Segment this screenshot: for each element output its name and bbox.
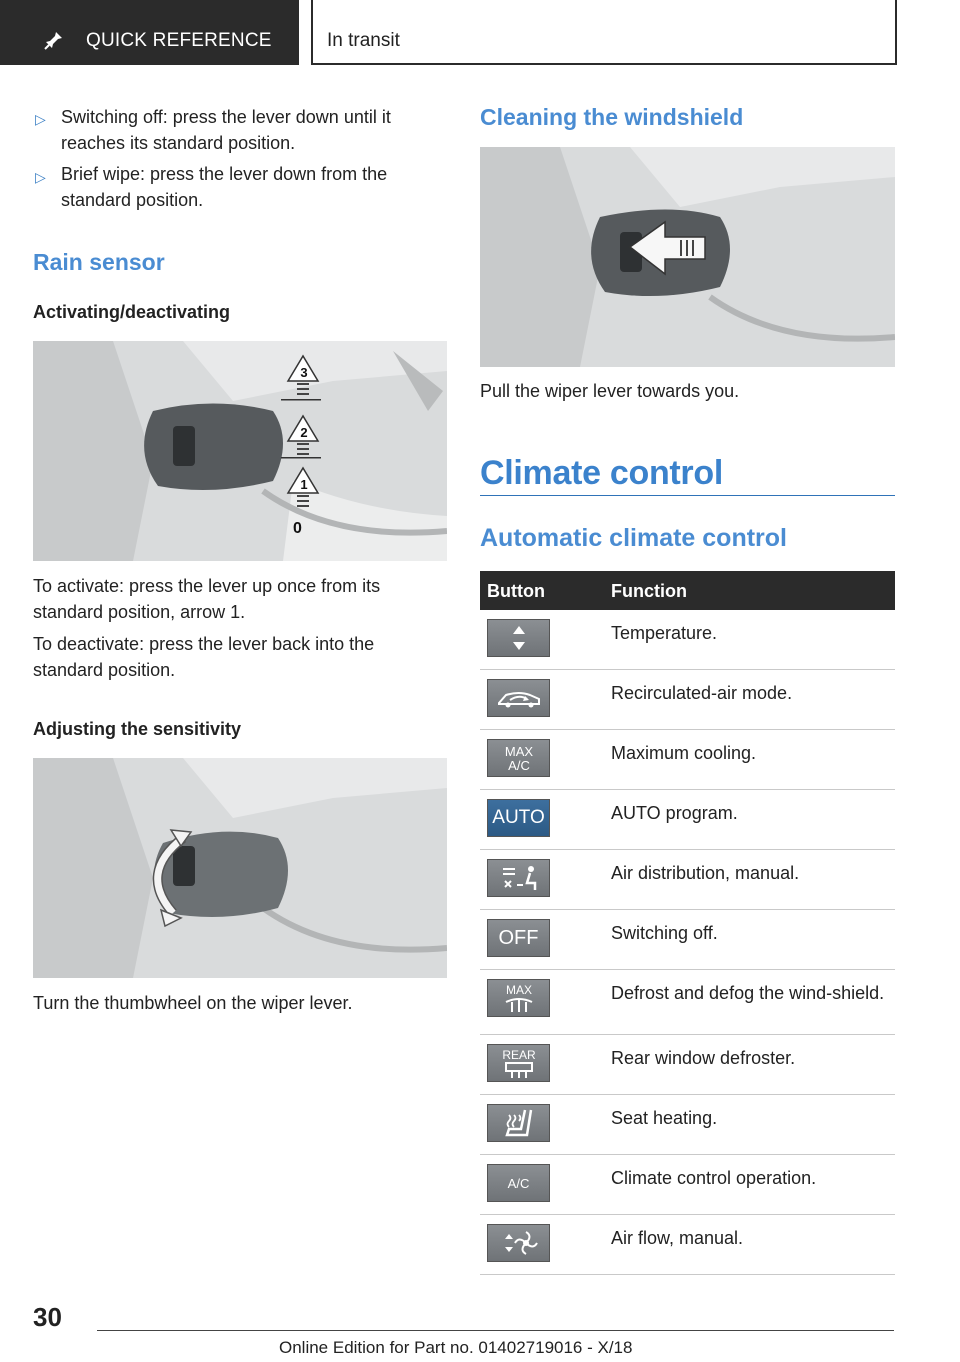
function-text: Air distribution, manual. <box>611 863 800 883</box>
auto-climate-heading: Automatic climate control <box>480 524 787 552</box>
table-row <box>480 1155 895 1215</box>
function-text: Defrost and defog the wind-shield. <box>611 983 885 1003</box>
thumbwheel-image <box>33 758 447 978</box>
col-function-header: Function <box>611 581 687 601</box>
sensitivity-heading: Adjusting the sensitivity <box>33 719 242 739</box>
table-header <box>480 571 895 610</box>
off-icon <box>487 919 550 957</box>
climate-buttons-table <box>480 571 895 1275</box>
table-row <box>480 1095 895 1155</box>
max-defrost-label: MAX <box>505 983 532 997</box>
max-ac-icon <box>487 739 550 777</box>
table-row <box>480 790 895 850</box>
topic-tab[interactable] <box>311 0 897 65</box>
table-row <box>480 730 895 790</box>
col-button-header: Button <box>487 581 545 601</box>
footer-rule <box>97 1330 894 1331</box>
deactivate-text: To deactivate: press the lever back into the standard position. <box>33 634 375 680</box>
seat-heating-icon <box>487 1104 550 1142</box>
rear-defroster-label: REAR <box>501 1048 536 1062</box>
function-text: Recirculated-air mode. <box>611 683 793 703</box>
arrow-label-2: 2 <box>300 425 308 440</box>
topic-title: In transit <box>327 30 400 51</box>
arrow-label-0: 0 <box>293 520 302 537</box>
windshield-heading: Cleaning the windshield <box>480 104 744 130</box>
bullet-switching-off: Switching off: press the lever down until it reaches its standard position. <box>61 107 391 153</box>
svg-text:MAX: MAX <box>504 744 533 759</box>
function-text: AUTO program. <box>611 803 738 823</box>
edition-text: Online Edition for Part no. 01402719016 - X/18 <box>279 1338 633 1357</box>
ac-label: A/C <box>507 1175 530 1191</box>
temperature-arrows-icon <box>487 619 550 657</box>
svg-text:A/C: A/C <box>507 758 530 773</box>
ac-icon <box>487 1164 550 1202</box>
table-row <box>480 670 895 730</box>
function-text: Temperature. <box>611 623 718 643</box>
recirculated-air-icon <box>487 679 550 717</box>
table-row <box>480 970 895 1035</box>
table-row <box>480 1215 895 1275</box>
function-text: Seat heating. <box>611 1108 718 1128</box>
rain-sensor-heading: Rain sensor <box>33 249 165 275</box>
table-row <box>480 1035 895 1095</box>
function-text: Climate control operation. <box>611 1168 817 1188</box>
arrow-label-1: 1 <box>300 477 308 492</box>
air-flow-icon <box>487 1224 550 1262</box>
heading-rule <box>480 495 895 496</box>
activate-text: To activate: press the lever up once from its standard position, arrow 1. <box>33 576 381 622</box>
auto-label: AUTO <box>492 807 545 828</box>
wiper-lever-arrows-image <box>33 341 447 561</box>
arrow-label-3: 3 <box>300 365 308 380</box>
table-row <box>480 610 895 670</box>
function-text: Air flow, manual. <box>611 1228 744 1248</box>
section-tab[interactable] <box>0 0 299 65</box>
pin-icon <box>44 30 64 50</box>
auto-icon <box>487 799 550 837</box>
air-distribution-icon <box>487 859 550 897</box>
climate-control-heading: Climate control <box>480 454 723 492</box>
pull-lever-image <box>480 147 895 367</box>
section-title: QUICK REFERENCE <box>86 30 272 51</box>
table-row <box>480 910 895 970</box>
windshield-text: Pull the wiper lever towards you. <box>480 381 740 401</box>
thumbwheel-text: Turn the thumbwheel on the wiper lever. <box>33 993 353 1013</box>
off-label: OFF <box>498 926 539 949</box>
page-number: 30 <box>33 1302 62 1332</box>
function-text: Maximum cooling. <box>611 743 757 763</box>
bullet-marker: ▷ <box>35 111 46 127</box>
bullet-brief-wipe: Brief wipe: press the lever down from the standard position. <box>61 164 388 210</box>
activating-heading: Activating/deactivating <box>33 302 231 322</box>
max-defrost-icon <box>487 979 550 1017</box>
rear-defroster-icon <box>487 1044 550 1082</box>
function-text: Switching off. <box>611 923 718 943</box>
bullet-marker: ▷ <box>35 169 46 185</box>
table-row <box>480 850 895 910</box>
function-text: Rear window defroster. <box>611 1048 796 1068</box>
